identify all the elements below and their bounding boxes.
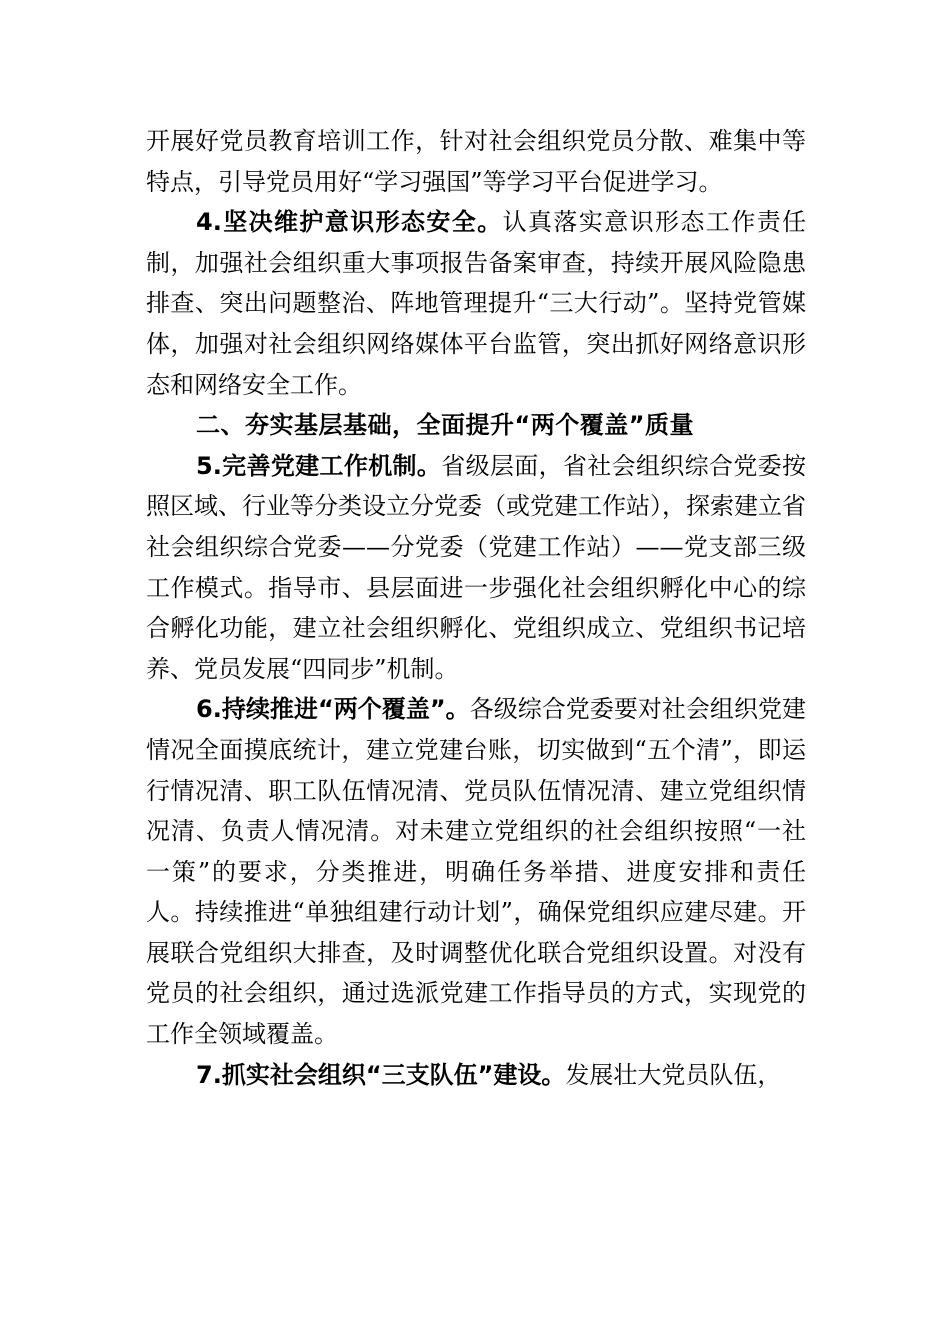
paragraph-item-4 xyxy=(146,202,806,405)
paragraph-text: 认真落实意识形态工作责任制，加强社会组织重大事项报告备案审查，持续开展风险隐患排查、突出问题整治、阵地管理提升“三大行动”。坚持党管媒体，加强对社会组织网络媒体平台监管，突出抓好网络意识形态和网络安全工作。 xyxy=(146,208,806,399)
document-body xyxy=(146,121,806,1095)
paragraph-lead: 5.完善党建工作机制。 xyxy=(196,451,442,480)
paragraph-lead: 7.抓实社会组织“三支队伍”建设。 xyxy=(196,1060,566,1089)
paragraph-continuation xyxy=(146,121,806,202)
paragraph-item-5 xyxy=(146,446,806,690)
paragraph-lead: 6.持续推进“两个覆盖”。 xyxy=(196,695,470,724)
section-heading: 二、夯实基层基础，全面提升“两个覆盖”质量 xyxy=(196,411,695,440)
paragraph-text: 省级层面，省社会组织综合党委按照区域、行业等分类设立分党委（或党建工作站），探索建立省社会组织综合党委——分党委（党建工作站）——党支部三级工作模式。指导市、县层面进一步强化社会组织孵化中心的综合孵化功能，建立社会组织孵化、党组织成立、党组织书记培养、党员发展“四同步”机制。 xyxy=(146,451,807,683)
paragraph-item-7 xyxy=(146,1055,806,1096)
paragraph-text: 发展壮大党员队伍， xyxy=(565,1060,782,1089)
paragraph-text: 各级综合党委要对社会组织党建情况全面摸底统计，建立党建台账，切实做到“五个清”，即运行情况清、职工队伍情况清、党员队伍情况清、建立党组织情况清、负责人情况清。对未建立党组织的社会组织按照“一社一策”的要求，分类推进，明确任务举措、进度安排和责任人。持续推进“单独组建行动计划”，确保党组织应建尽建。开展联合党组织大排查，及时调整优化联合党组织设置。对没有党员的社会组织，通过选派党建工作指导员的方式，实现党的工作全领域覆盖。 xyxy=(146,695,806,1049)
paragraph-item-6 xyxy=(146,689,806,1054)
paragraph-text: 开展好党员教育培训工作，针对社会组织党员分散、难集中等特点，引导党员用好“学习强国”等学习平台促进学习。 xyxy=(146,127,806,196)
paragraph-lead: 4.坚决维护意识形态安全。 xyxy=(196,208,503,237)
